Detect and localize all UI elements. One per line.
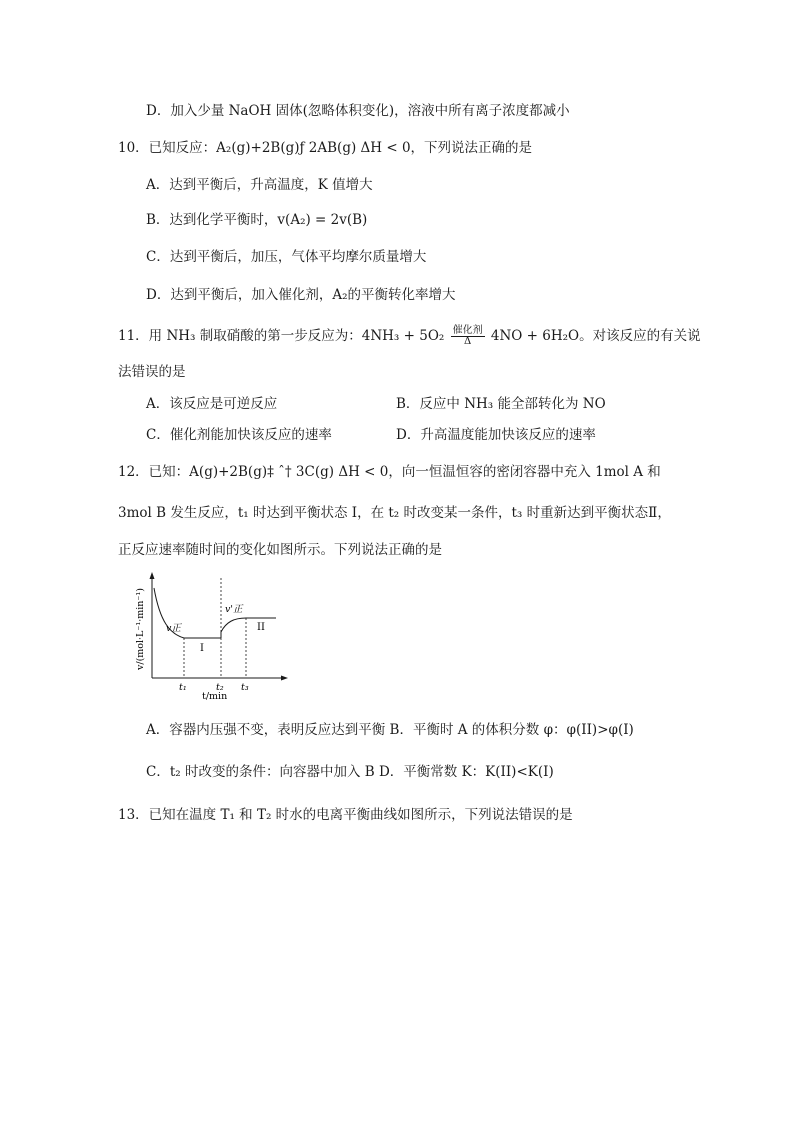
q11-option-b: B．反应中 NH₃ 能全部转化为 NO <box>396 396 606 412</box>
x-axis-label: t/min <box>202 691 228 702</box>
t2-label: t₂ <box>216 682 224 693</box>
reaction-condition <box>451 326 485 347</box>
v-forward-label: v正 <box>166 623 181 634</box>
t3-label: t₃ <box>241 682 249 693</box>
x-axis-arrow <box>281 676 288 681</box>
t1-label: t₁ <box>179 682 187 693</box>
q11-stem-post: 4NO + 6H₂O。对该反应的有关说 <box>490 328 701 344</box>
q10-option-c: C．达到平衡后，加压，气体平均摩尔质量增大 <box>146 249 427 265</box>
heat-label: Δ <box>463 336 472 347</box>
rate-time-graph <box>130 570 300 702</box>
q11-option-a: A．该反应是可逆反应 <box>146 396 278 412</box>
q10-option-a: A．达到平衡后，升高温度，K 值增大 <box>146 177 373 193</box>
q12-options-ab: A．容器内压强不变，表明反应达到平衡 B．平衡时 A 的体积分数 φ：φ(II)>φ(I) <box>146 722 634 738</box>
q10-option-b: B．达到化学平衡时，v(A₂) = 2v(B) <box>146 212 368 228</box>
state-i-label: I <box>200 643 204 654</box>
forward-rate-curve-2 <box>221 618 276 638</box>
q12-options-cd: C．t₂ 时改变的条件：向容器中加入 B D．平衡常数 K：K(II)<K(I) <box>146 764 554 780</box>
q11-stem <box>118 326 701 347</box>
v-forward-prime-label: v'正 <box>225 604 243 615</box>
q13-stem: 13．已知在温度 T₁ 和 T₂ 时水的电离平衡曲线如图所示，下列说法错误的是 <box>118 807 573 823</box>
q11-stem-pre: 11．用 NH₃ 制取硝酸的第一步反应为：4NH₃ + 5O₂ <box>118 328 445 344</box>
y-axis-label: v/(mol·L⁻¹·min⁻¹) <box>135 588 146 670</box>
q10-stem: 10．已知反应：A₂(g)+2B(g)ƒ 2AB(g) ΔH < 0，下列说法正确的是 <box>118 140 533 156</box>
q10-option-d: D．达到平衡后，加入催化剂，A₂的平衡转化率增大 <box>146 287 456 303</box>
q12-stem-line3: 正反应速率随时间的变化如图所示。下列说法正确的是 <box>118 542 442 558</box>
y-axis-arrow <box>150 572 155 579</box>
q11-option-d: D．升高温度能加快该反应的速率 <box>396 427 596 443</box>
q11-option-c: C．催化剂能加快该反应的速率 <box>146 427 332 443</box>
state-ii-label: II <box>257 622 265 633</box>
forward-rate-curve-1 <box>154 588 221 638</box>
q11-stem-line2: 法错误的是 <box>118 364 186 380</box>
q9-option-d: D．加入少量 NaOH 固体(忽略体积变化)，溶液中所有离子浓度都减小 <box>146 103 570 119</box>
q12-stem-line2: 3mol B 发生反应，t₁ 时达到平衡状态 I，在 t₂ 时改变某一条件，t₃ 时重新达到平衡状态Ⅱ， <box>118 505 671 521</box>
q12-stem-line1: 12．已知：A(g)+2B(g)‡ ˆ† 3C(g) ΔH < 0，向一恒温恒容的密闭容器中充入 1mol A 和 <box>118 464 661 480</box>
catalyst-label: 催化剂 <box>452 325 483 336</box>
